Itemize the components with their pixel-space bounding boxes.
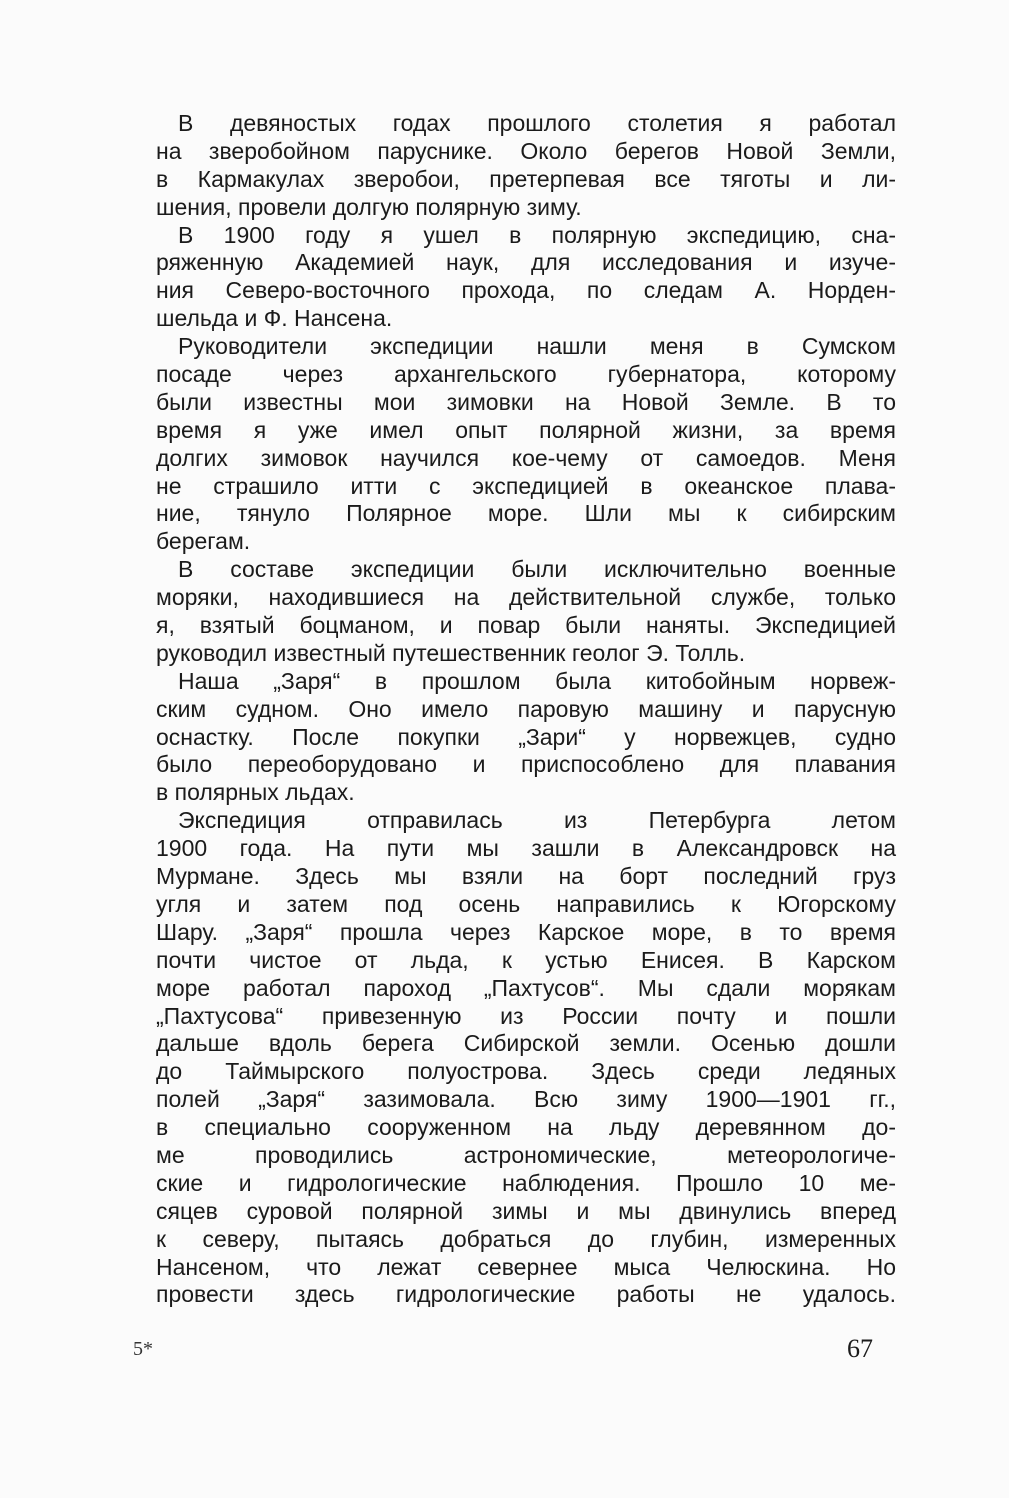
text-line: Шару. „Заря“ прошла через Карское море, в то время bbox=[156, 918, 896, 945]
paragraph bbox=[156, 222, 896, 334]
page-body-text bbox=[156, 110, 896, 1309]
text-line: ме проводились астрономические, метеорологиче- bbox=[156, 1141, 896, 1168]
paragraph bbox=[156, 110, 896, 222]
text-line: шения, провели долгую полярную зиму. bbox=[156, 193, 582, 220]
text-line: Руководители экспедиции нашли меня в Сумском bbox=[178, 333, 896, 360]
text-line: угля и затем под осень направились к Югорскому bbox=[156, 890, 896, 917]
text-line: до Таймырского полуострова. Здесь среди ледяных bbox=[156, 1058, 896, 1085]
text-line: полей „Заря“ зазимовала. Всю зиму 1900—1901 гг., bbox=[156, 1086, 896, 1113]
text-line: посаде через архангельского губернатора, которому bbox=[156, 361, 896, 388]
signature-mark: 5* bbox=[133, 1338, 153, 1360]
text-line: почти чистое от льда, к устью Енисея. В Карском bbox=[156, 946, 896, 973]
text-line: время я уже имел опыт полярной жизни, за время bbox=[156, 416, 896, 443]
text-line: сяцев суровой полярной зимы и мы двинулись вперед bbox=[156, 1197, 896, 1224]
text-line: долгих зимовок научился кое-чему от самоедов. Меня bbox=[156, 444, 896, 471]
text-line: ским судном. Оно имело паровую машину и парусную bbox=[156, 695, 896, 722]
text-line: не страшило итти с экспедицией в океанское плава- bbox=[156, 472, 896, 499]
text-line: в Кармакулах зверобои, претерпевая все тяготы и ли- bbox=[156, 165, 896, 192]
text-line: были известны мои зимовки на Новой Земле. В то bbox=[156, 388, 896, 415]
text-line: провести здесь гидрологические работы не удалось. bbox=[156, 1281, 896, 1308]
text-line: В девяностых годах прошлого столетия я работал bbox=[178, 110, 896, 136]
text-line: 1900 года. На пути мы зашли в Александровск на bbox=[156, 835, 896, 862]
paragraph bbox=[156, 807, 896, 1309]
text-line: ские и гидрологические наблюдения. Прошло 10 ме- bbox=[156, 1169, 896, 1196]
text-line: в специально сооруженном на льду деревянном до- bbox=[156, 1114, 896, 1141]
text-line: ние, тянуло Полярное море. Шли мы к сибирским bbox=[156, 500, 896, 527]
paragraph bbox=[156, 668, 896, 807]
paragraph bbox=[156, 556, 896, 668]
page-number: 67 bbox=[847, 1334, 873, 1363]
text-line: море работал пароход „Пахтусов“. Мы сдали морякам bbox=[156, 974, 896, 1001]
text-line: на зверобойном паруснике. Около берегов Новой Земли, bbox=[156, 137, 896, 164]
text-line: „Пахтусова“ привезенную из России почту и пошли bbox=[156, 1002, 896, 1029]
text-line: В 1900 году я ушел в полярную экспедицию, сна- bbox=[178, 221, 896, 248]
text-line: оснастку. После покупки „Зари“ у норвежцев, судно bbox=[156, 723, 896, 750]
text-line: Нансеном, что лежат севернее мыса Челюскина. Но bbox=[156, 1253, 896, 1280]
text-line: я, взятый боцманом, и повар были наняты. Экспедицией bbox=[156, 612, 896, 639]
text-line: Экспедиция отправилась из Петербурга летом bbox=[178, 807, 896, 834]
text-line: В составе экспедиции были исключительно военные bbox=[178, 556, 896, 583]
text-line: ряженную Академией наук, для исследования и изуче- bbox=[156, 249, 896, 276]
text-line: моряки, находившиеся на действительной службе, только bbox=[156, 584, 896, 611]
paragraph bbox=[156, 333, 896, 556]
text-line: было переоборудовано и приспособлено для плавания bbox=[156, 751, 896, 778]
text-line: Наша „Заря“ в прошлом была китобойным норвеж- bbox=[178, 667, 896, 694]
text-line: Мурмане. Здесь мы взяли на борт последний груз bbox=[156, 863, 896, 890]
text-line: дальше вдоль берега Сибирской земли. Осенью дошли bbox=[156, 1030, 896, 1057]
text-line: берегам. bbox=[156, 528, 251, 555]
text-line: к северу, пытаясь добраться до глубин, измеренных bbox=[156, 1225, 896, 1252]
text-line: в полярных льдах. bbox=[156, 779, 355, 806]
text-line: шельда и Ф. Нансена. bbox=[156, 305, 393, 332]
text-line: руководил известный путешественник геолог Э. Толль. bbox=[156, 639, 746, 666]
text-line: ния Северо-восточного прохода, по следам А. Норден- bbox=[156, 277, 896, 304]
